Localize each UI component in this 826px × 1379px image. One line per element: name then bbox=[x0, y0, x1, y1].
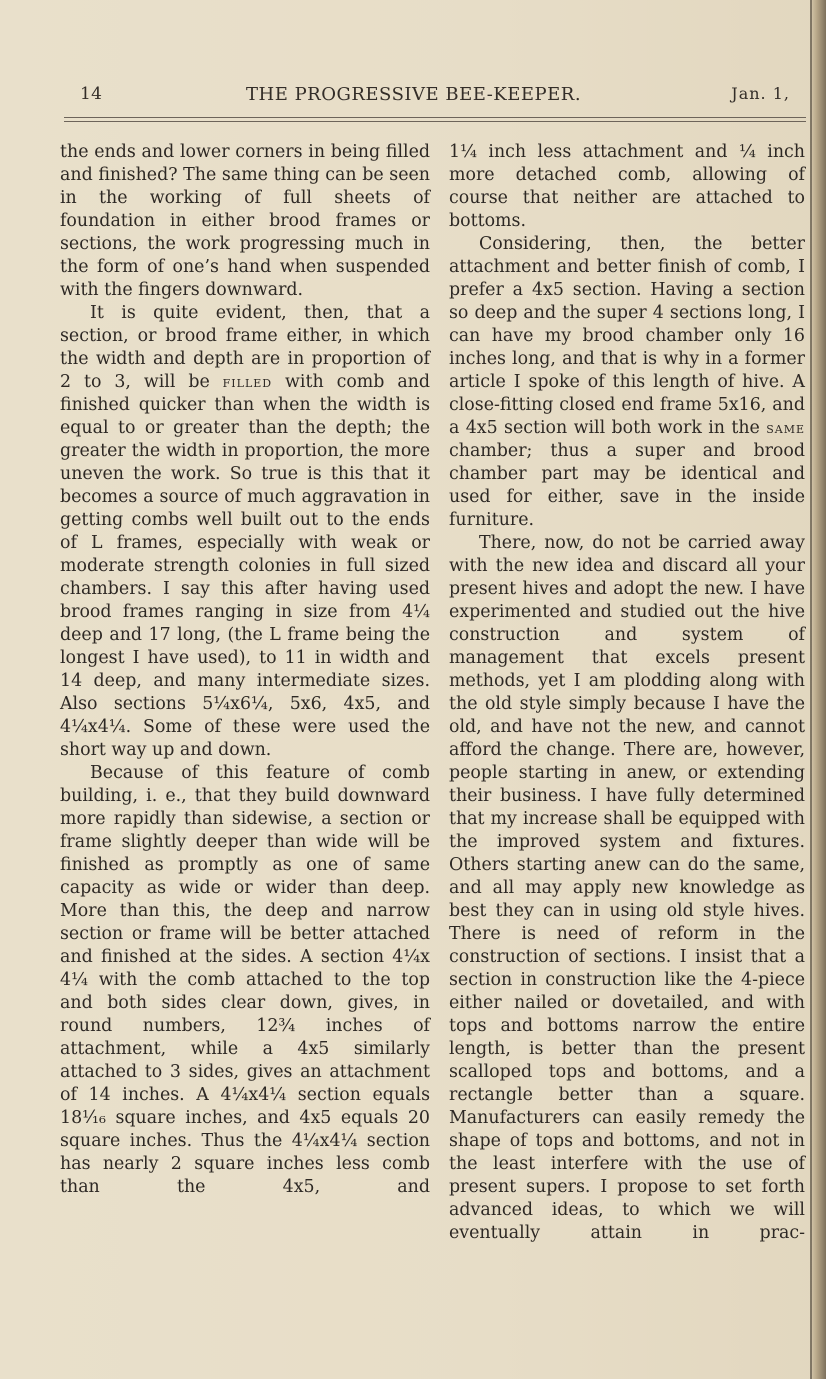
emphasis-same: same bbox=[766, 419, 805, 437]
header-rule-top bbox=[64, 117, 806, 118]
page-edge-line bbox=[810, 0, 812, 1379]
left-paragraph-2 bbox=[60, 302, 430, 762]
right-paragraph-3: There, now, do not be carried away with the new idea and discard all your present hives and adopt the new. I have experimented and studied out the hive construction and system of management that excels present methods, yet I am plodding along with the old style simply because I have the old, and have not the new, and cannot afford the change. There are, however, people starting in anew, or extending their business. I have fully determined that my increase shall be equipped with the improved system and fixtures. Others starting anew can do the same, and all may apply new knowledge as best they can in using old style hives. There is need of reform in the construction of sections. I insist that a section in construction like the 4-piece either nailed or dovetailed, and with tops and bottoms narrow the entire length, is better than the present scalloped tops and bottoms, and a rectangle better than a square. Manufacturers can easily remedy the shape of tops and bottoms, and not in the least interfere with the use of present supers. I propose to set forth advanced ideas, to which we will eventually attain in prac- bbox=[449, 533, 805, 1243]
left-paragraph-3: Because of this feature of comb building, i. e., that they build downward more rapidly than sidewise, a section or frame slightly deeper than wide will be finished as promptly as one of same capacity as wide or wider than deep. More than this, the deep and narrow section or frame will be better attached and finished at the sides. A section 4¼x 4¼ with the comb attached to the top and both sides clear down, gives, in round numbers, 12¾ inches of attachment, while a 4x5 similarly attached to 3 sides, gives an attachment of 14 inches. A 4¼x4¼ section equals 18¹⁄₁₆ square inches, and 4x5 equals 20 square inches. Thus the 4¼x4¼ section has nearly 2 square inches less comb than the 4x5, and bbox=[60, 763, 430, 1197]
page-edge bbox=[810, 0, 826, 1379]
left-paragraph-2-start: It is quite evident, then, that a section, or brood frame either, in which the width and depth are in proportion of 2 to 3, will be bbox=[60, 303, 430, 392]
right-paragraph-2-end: chamber; thus a super and brood chamber part may be identical and used for either, save in the inside furniture. bbox=[449, 441, 805, 530]
journal-title: THE PROGRESSIVE BEE-KEEPER. bbox=[246, 84, 582, 105]
emphasis-filled: filled bbox=[222, 373, 273, 391]
running-header bbox=[80, 84, 790, 110]
right-paragraph-2 bbox=[449, 233, 805, 532]
left-paragraph-2-end: with comb and finished quicker than when the width is equal to or greater than the depth; the greater the width in proportion, the more uneven the work. So true is this that it becomes a source of much aggravation in getting combs well built out to the ends of L frames, especially with weak or moderate strength colonies in full sized chambers. I say this after having used brood frames ranging in size from 4¼ deep and 17 long, (the L frame being the longest I have used), to 11 in width and 14 deep, and many intermediate sizes. Also sections 5¼x6¼, 5x6, 4x5, and 4¼x4¼. Some of these were used the short way up and down. bbox=[60, 372, 431, 760]
right-paragraph-2-start: Considering, then, the better attachment and better finish of comb, I prefer a 4x5 section. Having a section so deep and the super 4 sections long, I can have my brood chamber only 16 inches long, and that is why in a former article I spoke of this length of hive. A close-fitting closed end frame 5x16, and a 4x5 section will both work in the bbox=[449, 234, 805, 438]
issue-date: Jan. 1, bbox=[731, 84, 790, 103]
right-column bbox=[449, 141, 805, 1245]
left-column bbox=[60, 141, 430, 1199]
page-number: 14 bbox=[80, 84, 103, 104]
right-paragraph-1: 1¼ inch less attachment and ¼ inch more detached comb, allowing of course that neither are attached to bottoms. bbox=[449, 142, 805, 231]
header-rule-bottom bbox=[64, 121, 806, 122]
left-paragraph-1: the ends and lower corners in being filled and finished? The same thing can be seen in the working of full sheets of foundation in either brood frames or sections, the work progressing much in the form of one’s hand when suspended with the fingers downward. bbox=[60, 142, 430, 300]
